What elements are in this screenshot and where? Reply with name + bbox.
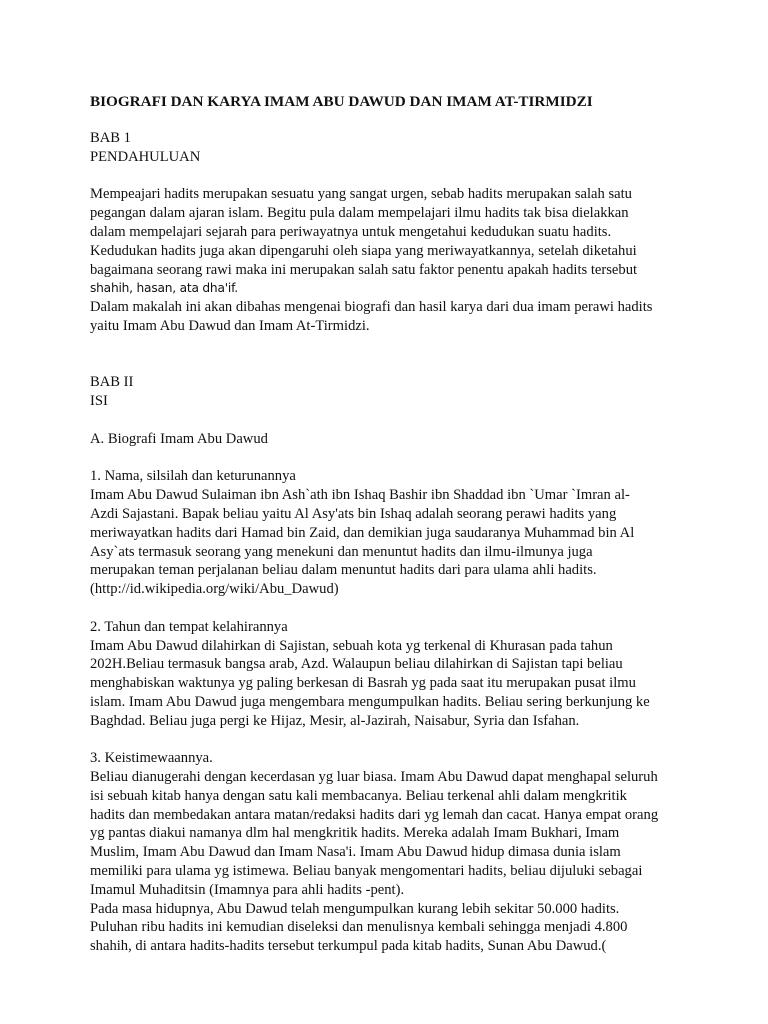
paragraph-line: yaitu Imam Abu Dawud dan Imam At-Tirmidzi. — [90, 317, 370, 334]
paragraph-line: isi sebuah kitab hanya dengan satu kali membacanya. Beliau terkenal ahli dalam mengkritik — [90, 787, 627, 804]
paragraph-line: menghabiskan waktunya yg paling berkesan di Basrah yg pada saat itu merupakan pusat ilmu — [90, 675, 636, 692]
paragraph-line: merupakan teman perjalanan beliau dalam menuntut hadits dari para ulama ahli hadits. — [90, 562, 597, 579]
paragraph-line: dalam mempelajari sejarah para periwayatnya untuk mengetahui kedudukan suatu hadits. — [90, 223, 612, 240]
paragraph-line: shahih, di antara hadits-hadits tersebut terkumpul pada kitab hadits, Sunan Abu Dawud.( — [90, 938, 607, 955]
paragraph-line: Pada masa hidupnya, Abu Dawud telah mengumpulkan kurang lebih sekitar 50.000 hadits. — [90, 900, 620, 917]
section-a-title: A. Biografi Imam Abu Dawud — [90, 430, 268, 447]
paragraph-line: Imam Abu Dawud Sulaiman ibn Ash`ath ibn Ishaq Bashir ibn Shaddad ibn `Umar `Imran al- — [90, 487, 630, 504]
paragraph-line: memiliki para ulama yg istimewa. Beliau banyak mengomentari hadits, beliau dijuluki sebagai — [90, 863, 643, 880]
bab1-header — [90, 129, 730, 167]
paragraph-line: Puluhan ribu hadits ini kemudian diseleksi dan menulisnya kembali sehingga menjadi 4.800 — [90, 919, 628, 936]
item3-heading: 3. Keistimewaannya. — [90, 750, 213, 767]
document-title: BIOGRAFI DAN KARYA IMAM ABU DAWUD DAN IMAM AT-TIRMIDZI — [90, 93, 593, 110]
paragraph-line: Imamul Muhaditsin (Imamnya para ahli hadits -pent). — [90, 881, 405, 898]
paragraph-line-hadith-grades: shahih, hasan, ata dha'if. — [90, 281, 238, 296]
paragraph-line: hadits dan membedakan antara matan/redaksi hadits dari yg lemah dan cacat. Hanya empat orang — [90, 806, 659, 823]
bab2-subheading: ISI — [90, 393, 108, 410]
paragraph-line: Mempeajari hadits merupakan sesuatu yang sangat urgen, sebab hadits merupakan salah satu — [90, 186, 632, 203]
paragraph-line: Asy`ats termasuk seorang yang menekuni dan menuntut hadits dan ilmu-ilmunya juga — [90, 543, 593, 560]
paragraph-line: pegangan dalam ajaran islam. Begitu pula dalam mempelajari ilmu hadits tak bisa dielakkan — [90, 205, 629, 222]
paragraph-line: Muslim, Imam Abu Dawud dan Imam Nasa'i. Imam Abu Dawud hidup dimasa dunia islam — [90, 844, 621, 861]
paragraph-line: yg pantas diakui namanya dlm hal mengkritik hadits. Mereka adalah Imam Bukhari, Imam — [90, 825, 620, 842]
paragraph-line: Baghdad. Beliau juga pergi ke Hijaz, Mesir, al-Jazirah, Naisabur, Syria dan Isfahan. — [90, 712, 580, 729]
paragraph-line: Imam Abu Dawud dilahirkan di Sajistan, sebuah kota yg terkenal di Khurasan pada tahun — [90, 637, 613, 654]
paragraph-line: Kedudukan hadits juga akan dipengaruhi oleh siapa yang meriwayatkannya, setelah diketahui — [90, 242, 637, 259]
bab1-paragraphs — [90, 185, 730, 335]
paragraph-line: meriwayatkan hadits dari Hamad bin Zaid, dan demikian juga saudaranya Muhammad bin Al — [90, 524, 635, 541]
bab1-heading: BAB 1 — [90, 130, 131, 146]
item2-heading: 2. Tahun dan tempat kelahirannya — [90, 618, 288, 635]
section-a-heading — [90, 430, 730, 449]
item2-block — [90, 618, 730, 731]
paragraph-line: islam. Imam Abu Dawud juga mengembara mengumpulkan hadits. Beliau sering berkunjung ke — [90, 693, 650, 710]
paragraph-line: Dalam makalah ini akan dibahas mengenai biografi dan hasil karya dari dua imam perawi hadits — [90, 299, 653, 316]
bab2-heading: BAB II — [90, 374, 134, 391]
item1-block — [90, 467, 730, 599]
paragraph-line-source: (http://id.wikipedia.org/wiki/Abu_Dawud) — [90, 581, 339, 598]
paragraph-line: Beliau dianugerahi dengan kecerdasan yg luar biasa. Imam Abu Dawud dapat menghapal seluruh — [90, 769, 658, 786]
item3-block — [90, 749, 730, 956]
item1-heading: 1. Nama, silsilah dan keturunannya — [90, 468, 296, 485]
paragraph-line: bagaimana seorang rawi maka ini merupakan salah satu faktor penentu apakah hadits tersebut — [90, 261, 638, 278]
paragraph-line: Azdi Sajastani. Bapak beliau yaitu Al Asy'ats bin Ishaq adalah seorang perawi hadits yang — [90, 505, 617, 522]
paragraph-line: 202H.Beliau termasuk bangsa arab, Azd. Walaupun beliau dilahirkan di Sajistan tapi beliau — [90, 656, 623, 673]
bab1-subheading: PENDAHULUAN — [90, 148, 201, 165]
document-page — [90, 93, 730, 975]
bab2-header — [90, 373, 730, 411]
